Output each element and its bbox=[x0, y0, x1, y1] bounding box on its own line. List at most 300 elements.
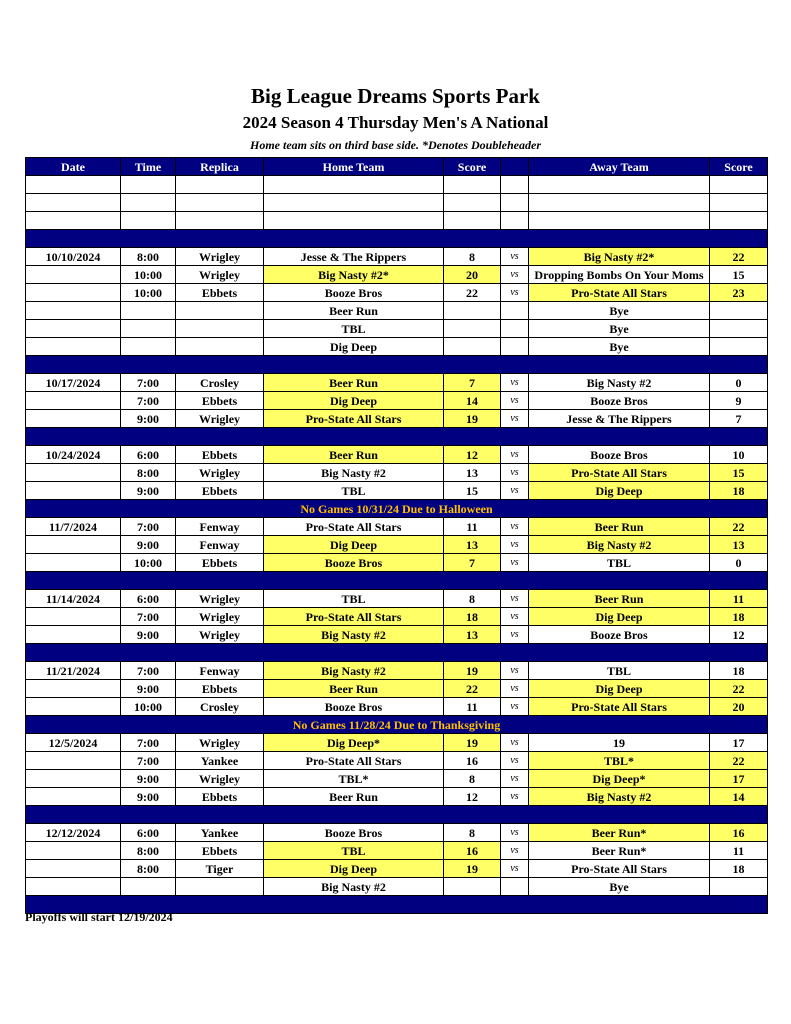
home-team-cell: Big Nasty #2 bbox=[264, 662, 444, 680]
home-score-cell: 8 bbox=[444, 770, 501, 788]
game-row bbox=[26, 374, 768, 392]
away-score-cell: 22 bbox=[710, 518, 768, 536]
replica-cell: Ebbets bbox=[176, 482, 264, 500]
empty-cell bbox=[264, 176, 444, 194]
away-score-cell: 23 bbox=[710, 284, 768, 302]
col-vs bbox=[501, 158, 529, 176]
date-cell: 10/17/2024 bbox=[26, 374, 121, 392]
away-team-cell: Pro-State All Stars bbox=[529, 860, 710, 878]
home-score-cell: 16 bbox=[444, 752, 501, 770]
divider-bar bbox=[26, 644, 768, 662]
no-games-note: No Games 11/28/24 Due to Thanksgiving bbox=[26, 716, 768, 734]
away-team-cell: Pro-State All Stars bbox=[529, 698, 710, 716]
home-team-cell: Beer Run bbox=[264, 302, 444, 320]
away-team-cell: Booze Bros bbox=[529, 626, 710, 644]
away-score-cell: 17 bbox=[710, 770, 768, 788]
time-cell: 7:00 bbox=[121, 734, 176, 752]
divider-row bbox=[26, 230, 768, 248]
home-score-cell: 15 bbox=[444, 482, 501, 500]
col-home-score: Score bbox=[444, 158, 501, 176]
home-score-cell bbox=[444, 320, 501, 338]
home-team-cell: TBL* bbox=[264, 770, 444, 788]
time-cell: 7:00 bbox=[121, 752, 176, 770]
home-score-cell: 22 bbox=[444, 284, 501, 302]
date-cell bbox=[26, 842, 121, 860]
replica-cell: Crosley bbox=[176, 698, 264, 716]
date-cell: 11/7/2024 bbox=[26, 518, 121, 536]
away-score-cell: 0 bbox=[710, 374, 768, 392]
home-score-cell bbox=[444, 302, 501, 320]
vs-cell bbox=[501, 302, 529, 320]
home-score-cell: 16 bbox=[444, 842, 501, 860]
replica-cell: Ebbets bbox=[176, 446, 264, 464]
game-row bbox=[26, 788, 768, 806]
playoffs-note: Playoffs will start 12/19/2024 bbox=[25, 910, 173, 924]
empty-cell bbox=[444, 194, 501, 212]
date-cell bbox=[26, 464, 121, 482]
game-row bbox=[26, 608, 768, 626]
time-cell: 8:00 bbox=[121, 248, 176, 266]
time-cell: 7:00 bbox=[121, 518, 176, 536]
game-row bbox=[26, 266, 768, 284]
replica-cell: Ebbets bbox=[176, 392, 264, 410]
empty-cell bbox=[529, 194, 710, 212]
vs-cell: vs bbox=[501, 788, 529, 806]
replica-cell: Ebbets bbox=[176, 680, 264, 698]
home-score-cell bbox=[444, 338, 501, 356]
away-score-cell bbox=[710, 302, 768, 320]
empty-cell bbox=[176, 194, 264, 212]
time-cell: 9:00 bbox=[121, 770, 176, 788]
away-score-cell: 15 bbox=[710, 266, 768, 284]
col-home-team: Home Team bbox=[264, 158, 444, 176]
home-score-cell: 12 bbox=[444, 446, 501, 464]
home-score-cell: 13 bbox=[444, 536, 501, 554]
home-score-cell: 14 bbox=[444, 392, 501, 410]
home-team-cell: Dig Deep bbox=[264, 536, 444, 554]
vs-cell: vs bbox=[501, 446, 529, 464]
away-team-cell: Beer Run* bbox=[529, 824, 710, 842]
replica-cell bbox=[176, 878, 264, 896]
divider-bar bbox=[26, 230, 768, 248]
vs-cell bbox=[501, 338, 529, 356]
home-team-cell: Pro-State All Stars bbox=[264, 608, 444, 626]
away-team-cell: Booze Bros bbox=[529, 446, 710, 464]
vs-cell: vs bbox=[501, 824, 529, 842]
date-cell bbox=[26, 608, 121, 626]
away-score-cell: 15 bbox=[710, 464, 768, 482]
date-cell bbox=[26, 680, 121, 698]
home-team-cell: TBL bbox=[264, 590, 444, 608]
away-score-cell: 13 bbox=[710, 536, 768, 554]
header-row bbox=[26, 158, 768, 176]
game-row bbox=[26, 464, 768, 482]
no-games-row bbox=[26, 716, 768, 734]
away-score-cell: 20 bbox=[710, 698, 768, 716]
vs-cell: vs bbox=[501, 410, 529, 428]
away-score-cell: 16 bbox=[710, 824, 768, 842]
empty-cell bbox=[501, 194, 529, 212]
home-team-cell: Dig Deep bbox=[264, 860, 444, 878]
replica-cell: Wrigley bbox=[176, 734, 264, 752]
date-cell bbox=[26, 482, 121, 500]
home-score-cell: 13 bbox=[444, 626, 501, 644]
divider-row bbox=[26, 644, 768, 662]
away-team-cell: Bye bbox=[529, 338, 710, 356]
replica-cell bbox=[176, 320, 264, 338]
away-team-cell: Beer Run bbox=[529, 590, 710, 608]
away-score-cell: 11 bbox=[710, 590, 768, 608]
home-team-cell: Pro-State All Stars bbox=[264, 752, 444, 770]
time-cell: 6:00 bbox=[121, 824, 176, 842]
time-cell: 6:00 bbox=[121, 446, 176, 464]
home-score-cell: 18 bbox=[444, 608, 501, 626]
game-row bbox=[26, 698, 768, 716]
game-row bbox=[26, 626, 768, 644]
blank-row bbox=[26, 176, 768, 194]
time-cell: 10:00 bbox=[121, 284, 176, 302]
vs-cell: vs bbox=[501, 536, 529, 554]
home-team-cell: Beer Run bbox=[264, 374, 444, 392]
replica-cell: Fenway bbox=[176, 662, 264, 680]
game-row bbox=[26, 680, 768, 698]
home-team-cell: Dig Deep bbox=[264, 338, 444, 356]
time-cell: 7:00 bbox=[121, 374, 176, 392]
away-team-cell: Bye bbox=[529, 320, 710, 338]
home-score-cell: 19 bbox=[444, 410, 501, 428]
date-cell bbox=[26, 536, 121, 554]
away-team-cell: 19 bbox=[529, 734, 710, 752]
divider-bar bbox=[26, 806, 768, 824]
empty-cell bbox=[26, 194, 121, 212]
vs-cell: vs bbox=[501, 284, 529, 302]
date-cell bbox=[26, 878, 121, 896]
date-cell: 12/5/2024 bbox=[26, 734, 121, 752]
vs-cell: vs bbox=[501, 608, 529, 626]
time-cell: 9:00 bbox=[121, 680, 176, 698]
away-score-cell: 18 bbox=[710, 662, 768, 680]
home-team-cell: TBL bbox=[264, 320, 444, 338]
time-cell: 8:00 bbox=[121, 860, 176, 878]
away-team-cell: Dig Deep bbox=[529, 482, 710, 500]
time-cell: 7:00 bbox=[121, 608, 176, 626]
vs-cell: vs bbox=[501, 662, 529, 680]
vs-cell: vs bbox=[501, 860, 529, 878]
away-team-cell: Beer Run bbox=[529, 518, 710, 536]
date-cell bbox=[26, 338, 121, 356]
vs-cell: vs bbox=[501, 554, 529, 572]
vs-cell: vs bbox=[501, 770, 529, 788]
home-team-cell: Booze Bros bbox=[264, 554, 444, 572]
empty-cell bbox=[26, 212, 121, 230]
no-games-note: No Games 10/31/24 Due to Halloween bbox=[26, 500, 768, 518]
date-cell: 10/24/2024 bbox=[26, 446, 121, 464]
replica-cell: Wrigley bbox=[176, 266, 264, 284]
empty-cell bbox=[444, 176, 501, 194]
empty-cell bbox=[26, 176, 121, 194]
time-cell bbox=[121, 878, 176, 896]
replica-cell: Ebbets bbox=[176, 284, 264, 302]
date-cell: 12/12/2024 bbox=[26, 824, 121, 842]
divider-bar bbox=[26, 572, 768, 590]
vs-cell: vs bbox=[501, 680, 529, 698]
away-team-cell: TBL bbox=[529, 554, 710, 572]
replica-cell: Wrigley bbox=[176, 626, 264, 644]
away-score-cell bbox=[710, 338, 768, 356]
date-cell: 11/14/2024 bbox=[26, 590, 121, 608]
divider-row bbox=[26, 428, 768, 446]
home-team-cell: Beer Run bbox=[264, 446, 444, 464]
away-score-cell bbox=[710, 878, 768, 896]
replica-cell: Wrigley bbox=[176, 464, 264, 482]
page-subtitle: 2024 Season 4 Thursday Men's A National bbox=[242, 113, 549, 132]
date-cell bbox=[26, 752, 121, 770]
home-team-cell: Big Nasty #2 bbox=[264, 464, 444, 482]
home-score-cell: 13 bbox=[444, 464, 501, 482]
empty-cell bbox=[529, 176, 710, 194]
date-cell bbox=[26, 266, 121, 284]
home-team-cell: Pro-State All Stars bbox=[264, 518, 444, 536]
home-score-cell: 7 bbox=[444, 374, 501, 392]
date-cell bbox=[26, 410, 121, 428]
home-team-cell: TBL bbox=[264, 842, 444, 860]
empty-cell bbox=[176, 212, 264, 230]
date-cell bbox=[26, 860, 121, 878]
home-team-cell: TBL bbox=[264, 482, 444, 500]
game-row bbox=[26, 392, 768, 410]
page-title: Big League Dreams Sports Park bbox=[251, 84, 540, 108]
away-score-cell: 17 bbox=[710, 734, 768, 752]
empty-cell bbox=[121, 194, 176, 212]
away-team-cell: Booze Bros bbox=[529, 392, 710, 410]
date-cell bbox=[26, 626, 121, 644]
time-cell: 10:00 bbox=[121, 266, 176, 284]
away-score-cell: 12 bbox=[710, 626, 768, 644]
away-score-cell: 11 bbox=[710, 842, 768, 860]
home-team-cell: Pro-State All Stars bbox=[264, 410, 444, 428]
empty-cell bbox=[501, 176, 529, 194]
game-row bbox=[26, 860, 768, 878]
vs-cell bbox=[501, 878, 529, 896]
away-score-cell: 7 bbox=[710, 410, 768, 428]
time-cell: 9:00 bbox=[121, 626, 176, 644]
game-row bbox=[26, 554, 768, 572]
col-time: Time bbox=[121, 158, 176, 176]
away-team-cell: Dropping Bombs On Your Moms bbox=[529, 266, 710, 284]
time-cell: 9:00 bbox=[121, 410, 176, 428]
game-row bbox=[26, 752, 768, 770]
home-score-cell: 19 bbox=[444, 860, 501, 878]
game-row bbox=[26, 320, 768, 338]
vs-cell: vs bbox=[501, 248, 529, 266]
replica-cell: Tiger bbox=[176, 860, 264, 878]
empty-cell bbox=[264, 194, 444, 212]
replica-cell: Ebbets bbox=[176, 842, 264, 860]
home-team-cell: Big Nasty #2 bbox=[264, 878, 444, 896]
home-team-cell: Big Nasty #2* bbox=[264, 266, 444, 284]
home-score-cell: 19 bbox=[444, 662, 501, 680]
replica-cell: Wrigley bbox=[176, 770, 264, 788]
time-cell: 7:00 bbox=[121, 392, 176, 410]
away-team-cell: Bye bbox=[529, 302, 710, 320]
home-team-cell: Beer Run bbox=[264, 788, 444, 806]
blank-row bbox=[26, 194, 768, 212]
date-cell bbox=[26, 320, 121, 338]
time-cell: 9:00 bbox=[121, 788, 176, 806]
divider-row bbox=[26, 356, 768, 374]
home-score-cell: 20 bbox=[444, 266, 501, 284]
replica-cell: Wrigley bbox=[176, 410, 264, 428]
away-score-cell: 18 bbox=[710, 860, 768, 878]
schedule-body bbox=[26, 176, 768, 914]
divider-bar bbox=[26, 356, 768, 374]
away-team-cell: Dig Deep bbox=[529, 608, 710, 626]
time-cell bbox=[121, 338, 176, 356]
vs-cell: vs bbox=[501, 482, 529, 500]
away-team-cell: Big Nasty #2 bbox=[529, 374, 710, 392]
game-row bbox=[26, 824, 768, 842]
game-row bbox=[26, 878, 768, 896]
away-team-cell: Big Nasty #2* bbox=[529, 248, 710, 266]
home-score-cell: 11 bbox=[444, 518, 501, 536]
replica-cell bbox=[176, 302, 264, 320]
game-row bbox=[26, 248, 768, 266]
time-cell: 9:00 bbox=[121, 482, 176, 500]
date-cell bbox=[26, 302, 121, 320]
away-team-cell: Big Nasty #2 bbox=[529, 788, 710, 806]
time-cell: 10:00 bbox=[121, 554, 176, 572]
game-row bbox=[26, 338, 768, 356]
game-row bbox=[26, 842, 768, 860]
game-row bbox=[26, 284, 768, 302]
game-row bbox=[26, 662, 768, 680]
date-cell bbox=[26, 554, 121, 572]
empty-cell bbox=[710, 194, 768, 212]
col-replica: Replica bbox=[176, 158, 264, 176]
vs-cell: vs bbox=[501, 698, 529, 716]
away-team-cell: TBL* bbox=[529, 752, 710, 770]
home-team-cell: Dig Deep* bbox=[264, 734, 444, 752]
away-score-cell: 22 bbox=[710, 752, 768, 770]
vs-cell: vs bbox=[501, 266, 529, 284]
date-cell: 11/21/2024 bbox=[26, 662, 121, 680]
away-team-cell: Beer Run* bbox=[529, 842, 710, 860]
date-cell bbox=[26, 788, 121, 806]
game-row bbox=[26, 302, 768, 320]
game-row bbox=[26, 734, 768, 752]
vs-cell: vs bbox=[501, 464, 529, 482]
away-team-cell: Pro-State All Stars bbox=[529, 284, 710, 302]
away-team-cell: Dig Deep* bbox=[529, 770, 710, 788]
home-score-cell: 8 bbox=[444, 590, 501, 608]
game-row bbox=[26, 446, 768, 464]
replica-cell: Wrigley bbox=[176, 248, 264, 266]
schedule-table bbox=[25, 157, 768, 914]
col-away-team: Away Team bbox=[529, 158, 710, 176]
empty-cell bbox=[264, 212, 444, 230]
divider-bar bbox=[26, 428, 768, 446]
vs-cell: vs bbox=[501, 752, 529, 770]
vs-cell: vs bbox=[501, 374, 529, 392]
away-team-cell: Bye bbox=[529, 878, 710, 896]
home-team-cell: Dig Deep bbox=[264, 392, 444, 410]
replica-cell: Ebbets bbox=[176, 554, 264, 572]
home-score-cell: 22 bbox=[444, 680, 501, 698]
away-score-cell: 18 bbox=[710, 482, 768, 500]
date-cell bbox=[26, 770, 121, 788]
replica-cell: Wrigley bbox=[176, 608, 264, 626]
col-date: Date bbox=[26, 158, 121, 176]
home-team-cell: Big Nasty #2 bbox=[264, 626, 444, 644]
empty-cell bbox=[501, 212, 529, 230]
replica-cell: Fenway bbox=[176, 536, 264, 554]
home-score-cell: 12 bbox=[444, 788, 501, 806]
home-score-cell: 19 bbox=[444, 734, 501, 752]
replica-cell: Fenway bbox=[176, 518, 264, 536]
away-score-cell: 22 bbox=[710, 248, 768, 266]
empty-cell bbox=[710, 176, 768, 194]
time-cell bbox=[121, 302, 176, 320]
away-team-cell: Jesse & The Rippers bbox=[529, 410, 710, 428]
away-team-cell: Dig Deep bbox=[529, 680, 710, 698]
away-score-cell: 0 bbox=[710, 554, 768, 572]
game-row bbox=[26, 536, 768, 554]
replica-cell: Crosley bbox=[176, 374, 264, 392]
time-cell: 7:00 bbox=[121, 662, 176, 680]
time-cell: 8:00 bbox=[121, 464, 176, 482]
replica-cell: Yankee bbox=[176, 824, 264, 842]
vs-cell: vs bbox=[501, 590, 529, 608]
home-team-cell: Beer Run bbox=[264, 680, 444, 698]
home-score-cell: 7 bbox=[444, 554, 501, 572]
game-row bbox=[26, 518, 768, 536]
vs-cell bbox=[501, 320, 529, 338]
empty-cell bbox=[710, 212, 768, 230]
col-away-score: Score bbox=[710, 158, 768, 176]
away-team-cell: Big Nasty #2 bbox=[529, 536, 710, 554]
home-team-cell: Booze Bros bbox=[264, 284, 444, 302]
empty-cell bbox=[121, 176, 176, 194]
away-score-cell: 18 bbox=[710, 608, 768, 626]
home-score-cell: 8 bbox=[444, 248, 501, 266]
date-cell: 10/10/2024 bbox=[26, 248, 121, 266]
date-cell bbox=[26, 284, 121, 302]
vs-cell: vs bbox=[501, 518, 529, 536]
empty-cell bbox=[529, 212, 710, 230]
no-games-row bbox=[26, 500, 768, 518]
home-score-cell: 8 bbox=[444, 824, 501, 842]
time-cell: 9:00 bbox=[121, 536, 176, 554]
away-score-cell: 10 bbox=[710, 446, 768, 464]
date-cell bbox=[26, 698, 121, 716]
vs-cell: vs bbox=[501, 734, 529, 752]
vs-cell: vs bbox=[501, 392, 529, 410]
home-team-cell: Booze Bros bbox=[264, 824, 444, 842]
away-score-cell bbox=[710, 320, 768, 338]
replica-cell: Yankee bbox=[176, 752, 264, 770]
time-cell: 10:00 bbox=[121, 698, 176, 716]
divider-row bbox=[26, 572, 768, 590]
game-row bbox=[26, 410, 768, 428]
game-row bbox=[26, 482, 768, 500]
blank-row bbox=[26, 212, 768, 230]
game-row bbox=[26, 770, 768, 788]
empty-cell bbox=[176, 176, 264, 194]
time-cell: 8:00 bbox=[121, 842, 176, 860]
divider-row bbox=[26, 806, 768, 824]
home-team-cell: Booze Bros bbox=[264, 698, 444, 716]
empty-cell bbox=[444, 212, 501, 230]
